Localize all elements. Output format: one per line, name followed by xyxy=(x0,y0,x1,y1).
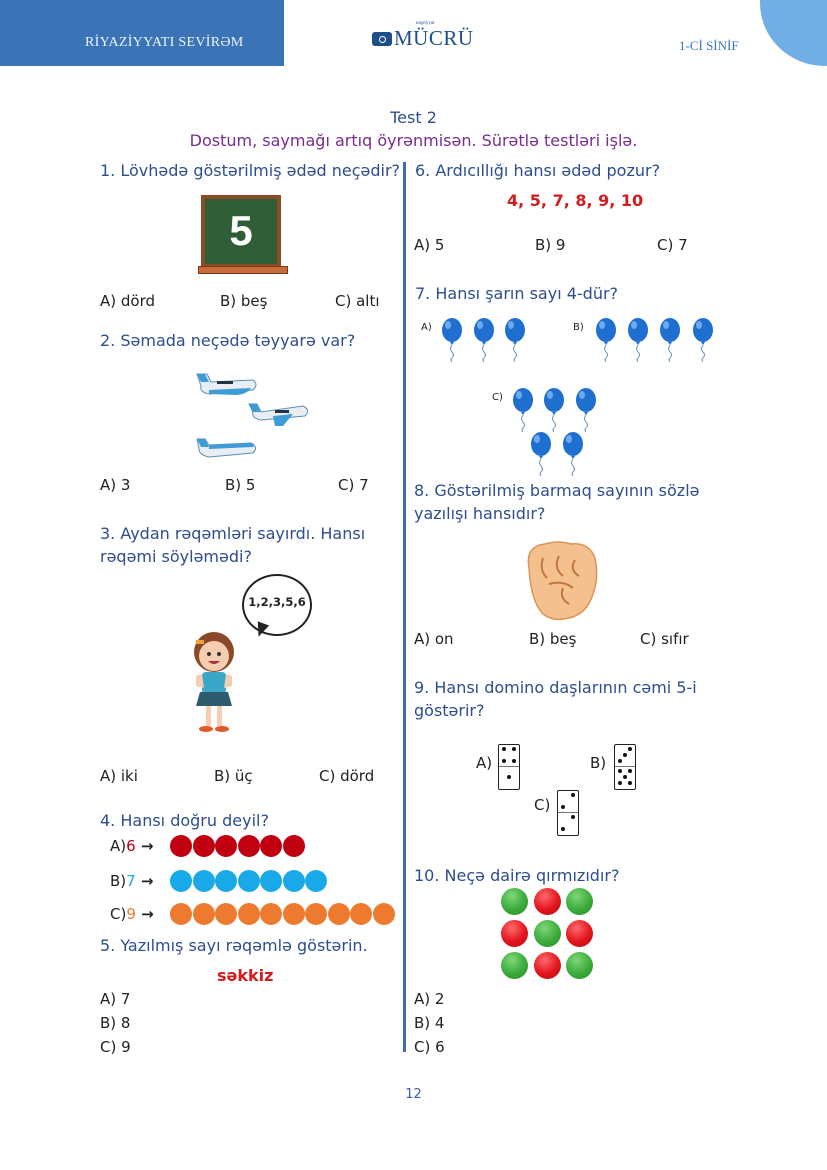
count-dot xyxy=(238,870,260,892)
domino-pip xyxy=(618,781,622,785)
count-dot xyxy=(328,903,350,925)
q6-option-c[interactable]: C) 7 xyxy=(657,236,688,254)
count-dot xyxy=(260,870,282,892)
q10-option-a[interactable]: A) 2 xyxy=(414,990,445,1008)
grade-label: 1-Cİ SİNİF xyxy=(679,38,739,53)
q3-option-a[interactable]: A) iki xyxy=(100,767,138,785)
domino-pip xyxy=(623,775,627,779)
q10-option-b[interactable]: B) 4 xyxy=(414,1014,445,1032)
domino-pip xyxy=(507,775,511,779)
q5-option-b[interactable]: B) 8 xyxy=(100,1014,131,1032)
q4-option-number: 6 xyxy=(126,837,136,855)
question-7: 7. Hansı şarın sayı 4-dür? xyxy=(415,284,619,303)
q2-option-c[interactable]: C) 7 xyxy=(338,476,369,494)
speech-text: 1,2,3,5,6 xyxy=(248,595,306,609)
arrow-right-icon: → xyxy=(135,837,154,855)
publisher-logo xyxy=(372,21,474,50)
balloon-icon xyxy=(595,318,617,362)
q3-option-b[interactable]: B) üç xyxy=(214,767,253,785)
q4-row-label[interactable] xyxy=(110,872,154,890)
publisher-name: MÜCRÜ xyxy=(394,26,474,50)
balloon-icon xyxy=(512,388,534,432)
airplane-image xyxy=(193,435,259,461)
q8-option-c[interactable]: C) sıfır xyxy=(640,630,689,648)
question-8-line1: 8. Göstərilmiş barmaq sayının sözlə xyxy=(414,481,700,500)
domino-pip xyxy=(561,805,565,809)
airplane-image xyxy=(247,396,311,428)
domino-divider xyxy=(499,766,519,767)
green-circle xyxy=(566,952,593,979)
count-dot xyxy=(215,870,237,892)
header-band xyxy=(0,0,284,66)
q5-option-c[interactable]: C) 9 xyxy=(100,1038,131,1056)
count-dot xyxy=(305,903,327,925)
domino-pip xyxy=(628,747,632,751)
domino-pip xyxy=(628,769,632,773)
domino-pip xyxy=(571,793,575,797)
number-sequence: 4, 5, 7, 8, 9, 10 xyxy=(507,191,644,210)
q9-label-c[interactable]: C) xyxy=(534,796,551,814)
fist-image xyxy=(519,538,599,622)
domino-tile[interactable] xyxy=(557,790,579,836)
q5-option-a[interactable]: A) 7 xyxy=(100,990,131,1008)
q4-dot-row xyxy=(170,903,395,925)
board-number: 5 xyxy=(229,207,253,254)
column-divider xyxy=(403,162,406,1052)
q2-option-a[interactable]: A) 3 xyxy=(100,476,131,494)
count-dot xyxy=(238,835,260,857)
balloon-icon xyxy=(530,432,552,476)
q8-option-a[interactable]: A) on xyxy=(414,630,454,648)
domino-tile[interactable] xyxy=(498,744,520,790)
q1-option-c[interactable]: C) altı xyxy=(335,292,380,310)
arrow-right-icon: → xyxy=(135,905,154,923)
domino-pip xyxy=(623,753,627,757)
question-6: 6. Ardıcıllığı hansı ədəd pozur? xyxy=(415,161,661,180)
q9-label-a[interactable]: A) xyxy=(476,754,493,772)
red-circle xyxy=(534,888,561,915)
test-title: Test 2 xyxy=(390,108,437,127)
q1-option-a[interactable]: A) dörd xyxy=(100,292,156,310)
count-dot xyxy=(215,903,237,925)
q7-label-b[interactable]: B) xyxy=(573,322,584,333)
q1-option-b[interactable]: B) beş xyxy=(220,292,268,310)
domino-pip xyxy=(502,759,506,763)
number-word: səkkiz xyxy=(217,966,274,985)
balloon-icon xyxy=(562,432,584,476)
count-dot xyxy=(193,835,215,857)
q6-option-a[interactable]: A) 5 xyxy=(414,236,445,254)
q8-option-b[interactable]: B) beş xyxy=(529,630,577,648)
question-4: 4. Hansı doğru deyil? xyxy=(100,811,269,830)
page-number: 12 xyxy=(405,1087,422,1102)
count-dot xyxy=(170,903,192,925)
question-10: 10. Neçə dairə qırmızıdır? xyxy=(414,866,620,885)
question-1: 1. Lövhədə göstərilmiş ədəd neçədir? xyxy=(100,161,401,180)
logo-chest-icon xyxy=(372,32,392,46)
balloon-icon xyxy=(473,318,495,362)
question-3-line2: rəqəmi söyləmədi? xyxy=(100,547,252,566)
q4-option-number: 9 xyxy=(126,905,136,923)
red-circle xyxy=(566,920,593,947)
count-dot xyxy=(350,903,372,925)
domino-pip xyxy=(561,827,565,831)
q4-row-label[interactable] xyxy=(110,905,154,923)
count-dot xyxy=(260,835,282,857)
count-dot xyxy=(215,835,237,857)
chalkboard-image xyxy=(201,195,281,268)
domino-pip xyxy=(628,781,632,785)
question-9-line2: göstərir? xyxy=(414,701,485,720)
domino-pip xyxy=(618,769,622,773)
balloon-icon xyxy=(575,388,597,432)
domino-divider xyxy=(615,766,635,767)
count-dot xyxy=(170,835,192,857)
green-circle xyxy=(534,920,561,947)
q7-label-a[interactable]: A) xyxy=(421,322,432,333)
count-dot xyxy=(283,903,305,925)
q2-option-b[interactable]: B) 5 xyxy=(225,476,256,494)
balloon-icon xyxy=(692,318,714,362)
arrow-right-icon: → xyxy=(135,872,154,890)
q4-option-letter: C) xyxy=(110,905,127,923)
domino-divider xyxy=(558,812,578,813)
question-2: 2. Səmada neçədə təyyarə var? xyxy=(100,331,356,350)
domino-pip xyxy=(571,815,575,819)
airplane-image xyxy=(193,368,259,398)
domino-tile[interactable] xyxy=(614,744,636,790)
domino-pip xyxy=(618,759,622,763)
count-dot xyxy=(283,835,305,857)
test-subtitle: Dostum, saymağı artıq öyrənmisən. Sürətlə testləri işlə. xyxy=(189,131,638,150)
q9-label-b[interactable]: B) xyxy=(590,754,607,772)
count-dot xyxy=(193,903,215,925)
balloon-icon xyxy=(504,318,526,362)
red-circle xyxy=(501,920,528,947)
q4-option-letter: B) xyxy=(110,872,127,890)
book-title: RİYAZİYYATI SEVİRƏM xyxy=(85,35,244,50)
count-dot xyxy=(193,870,215,892)
q7-label-c[interactable]: C) xyxy=(492,392,503,403)
publisher-sub: nəşriyyat xyxy=(416,21,435,26)
corner-decoration xyxy=(760,0,827,66)
question-5: 5. Yazılmış sayı rəqəmlə göstərin. xyxy=(100,936,368,955)
domino-pip xyxy=(512,759,516,763)
balloon-icon xyxy=(627,318,649,362)
question-8-line2: yazılışı hansıdır? xyxy=(414,504,546,523)
q6-option-b[interactable]: B) 9 xyxy=(535,236,566,254)
count-dot xyxy=(283,870,305,892)
chalkboard-shelf xyxy=(198,266,288,274)
q4-row-label[interactable] xyxy=(110,837,153,855)
balloon-icon xyxy=(659,318,681,362)
question-9-line1: 9. Hansı domino daşlarının cəmi 5-i xyxy=(414,678,697,697)
count-dot xyxy=(170,870,192,892)
q4-dot-row xyxy=(170,870,328,892)
q3-option-c[interactable]: C) dörd xyxy=(319,767,375,785)
red-circle xyxy=(534,952,561,979)
count-dot xyxy=(305,870,327,892)
count-dot xyxy=(260,903,282,925)
q4-option-number: 7 xyxy=(126,872,136,890)
count-dot xyxy=(373,903,395,925)
balloon-icon xyxy=(441,318,463,362)
q4-dot-row xyxy=(170,835,305,857)
green-circle xyxy=(501,888,528,915)
question-3-line1: 3. Aydan rəqəmləri sayırdı. Hansı xyxy=(100,524,366,543)
green-circle xyxy=(566,888,593,915)
q10-option-c[interactable]: C) 6 xyxy=(414,1038,445,1056)
balloon-icon xyxy=(543,388,565,432)
domino-pip xyxy=(512,747,516,751)
q4-option-letter: A) xyxy=(110,837,127,855)
girl-illustration xyxy=(186,630,242,736)
green-circle xyxy=(501,952,528,979)
speech-bubble xyxy=(242,574,312,636)
domino-pip xyxy=(502,747,506,751)
count-dot xyxy=(238,903,260,925)
